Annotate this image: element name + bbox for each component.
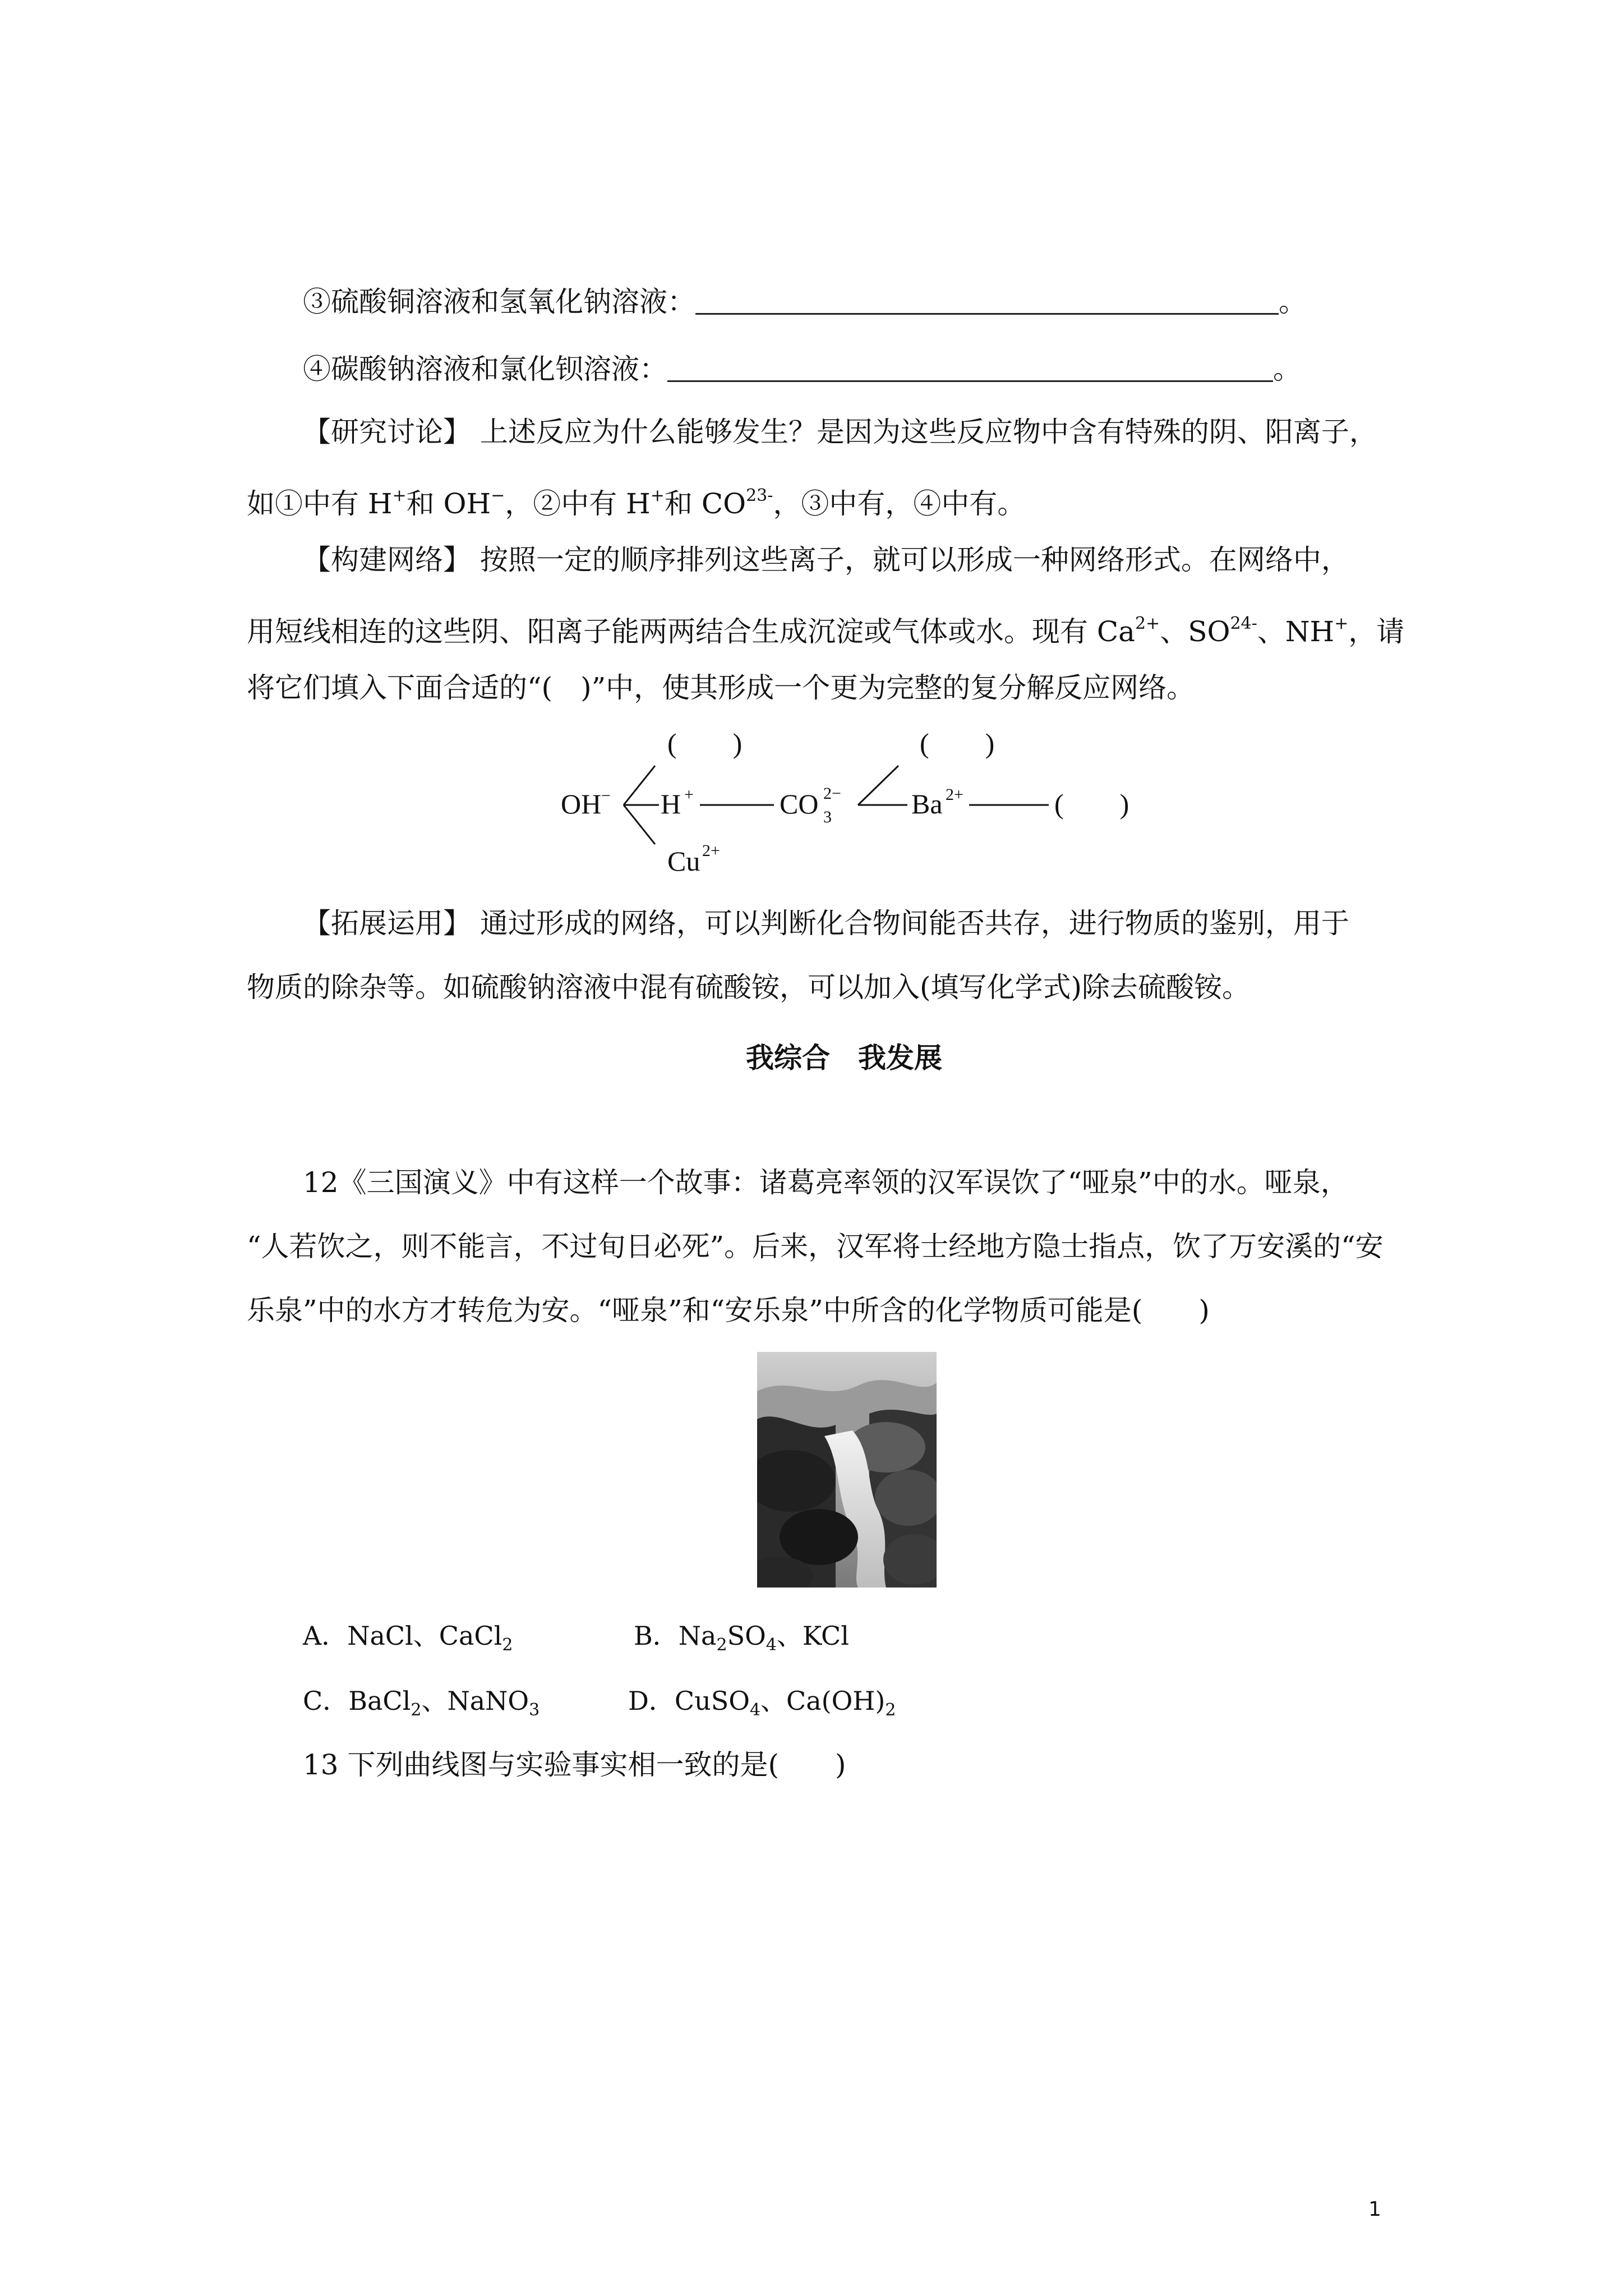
q13-line	[303, 1747, 846, 1783]
discussion-line-1	[303, 414, 1377, 450]
application-text-1: 通过形成的网络，可以判断化合物间能否共存，进行物质的鉴别，用于	[479, 907, 1349, 940]
option-c-text-a: C．BaCl	[303, 1686, 411, 1716]
q12-text-1: 12《三国演义》中有这样一个故事：诸葛亮率领的汉军误饮了“哑泉”中的水。哑泉，	[303, 1166, 1349, 1199]
option-b-text-b: SO	[727, 1621, 766, 1651]
co3-ion-label: CO	[780, 788, 819, 820]
option-d[interactable]	[628, 1684, 896, 1727]
h-ion-label: H	[661, 788, 681, 820]
application-line-2	[247, 969, 1250, 1005]
spring-photo	[757, 1352, 937, 1588]
option-b-text-a: B．Na	[634, 1621, 717, 1651]
answer-blank-3[interactable]	[695, 288, 1279, 315]
q12-line-1	[303, 1165, 1349, 1200]
option-d-text-b: 、Ca(OH)	[760, 1686, 886, 1716]
section-heading: 我综合 我发展	[746, 1041, 942, 1074]
application-text-2: 物质的除杂等。如硫酸钠溶液中混有硫酸铵，可以加入(填写化学式)除去硫酸铵。	[247, 971, 1251, 1004]
ba-ion-charge: 2+	[946, 785, 963, 804]
co-charge: 23-	[746, 486, 773, 505]
option-c-sub-a: 2	[411, 1700, 422, 1720]
network-text-1: 按照一定的顺序排列这些离子，就可以形成一种网络形式。在网络中，	[479, 544, 1349, 576]
discussion-text-2a: 如①中有 H	[247, 487, 393, 520]
question-line-4	[303, 351, 1301, 387]
option-b[interactable]	[634, 1619, 849, 1662]
option-d-sub-a: 4	[749, 1700, 761, 1720]
network-text-2g: ，请	[1348, 615, 1405, 648]
bond-oh-top	[624, 766, 655, 805]
network-line-3	[247, 670, 1195, 706]
network-text-3: 将它们填入下面合适的“( )”中，使其形成一个更为完整的复分解反应网络。	[247, 671, 1195, 704]
network-line-1	[303, 542, 1349, 578]
option-b-sub-b: 4	[766, 1635, 777, 1655]
diagram-blank-right[interactable]: ( )	[1054, 788, 1129, 820]
q12-text-2: “人若饮之，则不能言，不过旬日必死”。后来，汉军将士经地方隐士指点，饮了万安溪的“安	[247, 1230, 1384, 1263]
diagram-blank-top-left[interactable]: ( )	[667, 728, 743, 759]
network-tag: 【构建网络】	[303, 544, 471, 576]
line-3-label: ③硫酸铜溶液和氢氧化钠溶液：	[303, 286, 695, 318]
discussion-text-2c: 和 OH	[406, 487, 491, 520]
oh-ion-charge: −	[601, 786, 611, 805]
option-a[interactable]	[303, 1619, 513, 1662]
nh-charge: +	[1334, 614, 1349, 633]
option-c[interactable]	[303, 1684, 540, 1727]
discussion-tag: 【研究讨论】	[303, 416, 471, 448]
discussion-text-2g: 和 CO	[664, 487, 746, 520]
network-text-2e: 、NH	[1257, 615, 1335, 648]
option-b-text-c: 、KCl	[776, 1621, 849, 1651]
line-3-end: 。	[1279, 286, 1307, 318]
q13-text: 13 下列曲线图与实验事实相一致的是( )	[303, 1749, 846, 1781]
line-4-end: 。	[1273, 353, 1301, 385]
discussion-line-2	[247, 478, 1025, 522]
oh-charge: −	[491, 486, 505, 505]
discussion-text-2i: ，③中有，④中有。	[773, 487, 1026, 520]
ion-network-diagram	[555, 724, 1150, 881]
option-a-sub: 2	[502, 1635, 513, 1655]
network-text-2c: 、SO	[1160, 615, 1230, 648]
co3-ion-subscript: 3	[823, 808, 832, 826]
bond-co3-top	[858, 766, 898, 805]
question-line-3	[303, 284, 1307, 320]
h-charge: +	[392, 486, 407, 505]
option-c-text-b: 、NaNO	[421, 1686, 529, 1716]
application-line-1	[303, 905, 1349, 941]
q12-text-3: 乐泉”中的水方才转危为安。“哑泉”和“安乐泉”中所含的化学物质可能是( )	[247, 1294, 1210, 1327]
discussion-text-1: 上述反应为什么能够发生？是因为这些反应物中含有特殊的阴、阳离子，	[479, 416, 1377, 448]
ba-ion-label: Ba	[911, 788, 943, 820]
page-number: 1	[1368, 2198, 1381, 2221]
h-ion-charge: +	[684, 785, 694, 804]
option-d-sub-b: 2	[885, 1700, 896, 1720]
line-4-label: ④碳酸钠溶液和氯化钡溶液：	[303, 353, 667, 385]
bond-oh-cu	[624, 805, 655, 844]
option-a-text: A．NaCl、CaCl	[303, 1621, 502, 1651]
answer-blank-4[interactable]	[667, 356, 1273, 382]
q12-line-3	[247, 1292, 1210, 1328]
option-c-sub-b: 3	[529, 1700, 540, 1720]
network-line-2	[247, 606, 1404, 650]
cu-ion-charge: 2+	[702, 841, 720, 860]
so-charge: 24-	[1230, 614, 1257, 633]
network-text-2a: 用短线相连的这些阴、阳离子能两两结合生成沉淀或气体或水。现有 Ca	[247, 615, 1135, 648]
diagram-blank-top-right[interactable]: ( )	[920, 728, 995, 759]
q12-line-2	[247, 1228, 1384, 1264]
h-charge-2: +	[650, 486, 665, 505]
cu-ion-label: Cu	[667, 845, 700, 877]
co3-ion-charge: 2−	[823, 784, 841, 803]
oh-ion-label: OH	[561, 788, 602, 820]
ca-charge: 2+	[1135, 614, 1160, 633]
option-d-text-a: D．CuSO	[628, 1686, 750, 1716]
application-tag: 【拓展运用】	[303, 907, 471, 940]
discussion-text-2e: ，②中有 H	[505, 487, 651, 520]
option-b-sub-a: 2	[716, 1635, 727, 1655]
